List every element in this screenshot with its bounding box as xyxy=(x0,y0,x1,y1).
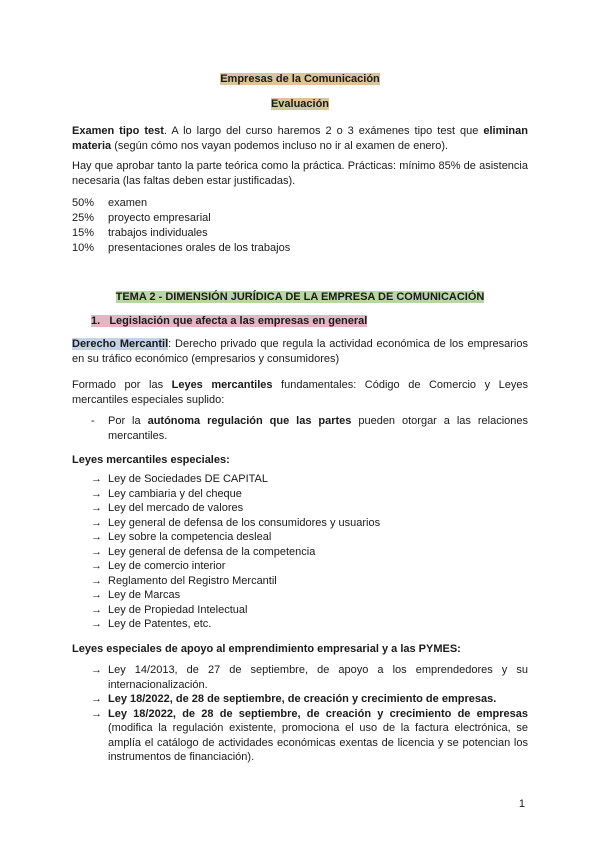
formado-bold: Leyes mercantiles xyxy=(171,379,273,391)
grading-row xyxy=(72,196,147,211)
list-item xyxy=(91,487,528,502)
list-item-bold: Ley 18/2022, de 28 de septiembre, de creación y crecimiento de empresas xyxy=(108,707,528,720)
list-item-text: (modifica la regulación existente, promociona el uso de la factura electrónica, se amplía el catálogo de actividades económicas exentas de licencia y se potencian los instrumentos de financiación). xyxy=(108,722,528,763)
list-item xyxy=(91,545,528,560)
intro-text-2: (según cómo nos vayan podemos incluso no ir al examen de enero). xyxy=(111,139,449,152)
section-heading: 1. Legislación que afecta a las empresas en general xyxy=(91,315,368,327)
grading-row xyxy=(72,241,290,256)
formado-paragraph xyxy=(72,378,528,407)
list-item xyxy=(91,588,528,603)
document-subtitle: Evaluación xyxy=(270,98,330,110)
list-item-text: Ley de Sociedades DE CAPITAL xyxy=(108,473,268,485)
list-item xyxy=(91,663,528,692)
formado-text-2: fundamentales: Código de Comercio y Leyes mercantiles especiales suplido: xyxy=(72,379,528,406)
arrow-icon: → xyxy=(91,574,102,587)
arrow-icon: → xyxy=(91,531,102,543)
list-item-text: Ley cambiaria y del cheque xyxy=(108,487,242,500)
grading-label: proyecto empresarial xyxy=(108,212,211,224)
list-item-text: Ley sobre la competencia desleal xyxy=(108,531,272,543)
grading-label: examen xyxy=(108,197,148,209)
arrow-icon: → xyxy=(91,664,102,676)
list-item-text: Ley general de defensa de la competencia xyxy=(108,545,316,558)
list-item-text: Ley de Marcas xyxy=(108,589,181,601)
tema-heading-block xyxy=(0,290,600,305)
dash-bullet: - xyxy=(91,415,95,427)
list-item xyxy=(91,603,528,618)
list-item-text: Ley de comercio interior xyxy=(108,560,226,572)
list-item-text: Ley de Patentes, etc. xyxy=(108,618,212,630)
grading-percent: 15% xyxy=(72,227,95,239)
list-item-text: Ley general de defensa de los consumidores y usuarios xyxy=(108,516,381,529)
grading-percent: 25% xyxy=(72,212,95,224)
grading-row xyxy=(72,211,211,226)
list-item xyxy=(91,530,528,545)
grading-percent: 10% xyxy=(72,242,95,254)
list-item xyxy=(91,501,528,516)
leyes-apoyo-heading xyxy=(72,642,461,657)
intro-paragraph-1 xyxy=(72,124,528,153)
derecho-paragraph xyxy=(72,337,528,366)
leyes-apoyo-heading-text: Leyes especiales de apoyo al emprendimiento empresarial y a las PYMES: xyxy=(72,643,461,655)
intro-bold-term: Examen tipo test xyxy=(72,125,164,137)
list-item-text: Ley del mercado de valores xyxy=(108,502,244,514)
grading-label: presentaciones orales de los trabajos xyxy=(108,242,291,254)
dash-bold: autónoma regulación que las partes xyxy=(147,415,352,427)
tema-heading: TEMA 2 - DIMENSIÓN JURÍDICA DE LA EMPRESA DE COMUNICACIÓN xyxy=(115,291,485,303)
arrow-icon: → xyxy=(91,618,102,630)
section-heading-block xyxy=(91,314,367,329)
intro-text: . A lo largo del curso haremos 2 o 3 exámenes tipo test que xyxy=(163,125,484,137)
page-number: 1 xyxy=(518,798,525,810)
dash-text-2: pueden otorgar a las relaciones mercantiles. xyxy=(108,415,528,442)
arrow-icon: → xyxy=(91,560,102,572)
document-title: Empresas de la Comunicación xyxy=(220,73,380,85)
grading-percent: 50% xyxy=(72,197,95,209)
arrow-icon: → xyxy=(91,545,102,558)
arrow-icon: → xyxy=(91,516,102,529)
list-item-text: Ley de Propiedad Intelectual xyxy=(108,603,248,616)
list-item xyxy=(91,692,528,707)
leyes-especiales-heading xyxy=(72,453,230,468)
dash-text: Por la xyxy=(108,415,148,427)
derecho-definition: : Derecho privado que regula la actividad económica de los empresarios en su tráfico económico (empresarios y consumidores) xyxy=(72,338,528,365)
grading-row xyxy=(72,226,208,241)
title-block xyxy=(0,72,600,87)
arrow-icon: → xyxy=(91,473,102,485)
list-item xyxy=(91,516,528,531)
arrow-icon: → xyxy=(91,589,102,601)
intro-paragraph-2: Hay que aprobar tanto la parte teórica como la práctica. Prácticas: mínimo 85% de asistencia necesaria (las faltas deben estar justificadas). xyxy=(72,160,528,187)
arrow-icon: → xyxy=(91,693,102,705)
grading-label: trabajos individuales xyxy=(108,227,208,239)
list-item-text: Ley 18/2022, de 28 de septiembre, de creación y crecimiento de empresas. xyxy=(108,693,497,705)
arrow-icon: → xyxy=(91,502,102,514)
leyes-especiales-list xyxy=(91,472,528,632)
arrow-icon: → xyxy=(91,603,102,616)
leyes-especiales-heading-text: Leyes mercantiles especiales: xyxy=(72,454,230,466)
subtitle-block xyxy=(0,97,600,112)
list-item xyxy=(91,617,528,632)
derecho-term: Derecho Mercantil xyxy=(72,338,169,350)
arrow-icon: → xyxy=(91,487,102,500)
formado-text: Formado por las xyxy=(72,379,172,391)
list-item xyxy=(91,472,528,487)
intro-bold-term-2: eliminan materia xyxy=(72,125,528,152)
list-item-text: Reglamento del Registro Mercantil xyxy=(108,574,277,587)
list-item xyxy=(91,707,528,765)
leyes-apoyo-list xyxy=(91,663,528,765)
list-item xyxy=(91,574,528,589)
list-item-text: Ley 14/2013, de 27 de septiembre, de apoyo a los emprendedores y su internacionalización. xyxy=(108,664,528,691)
list-item xyxy=(91,559,528,574)
arrow-icon: → xyxy=(91,707,102,720)
dash-item xyxy=(108,414,528,443)
